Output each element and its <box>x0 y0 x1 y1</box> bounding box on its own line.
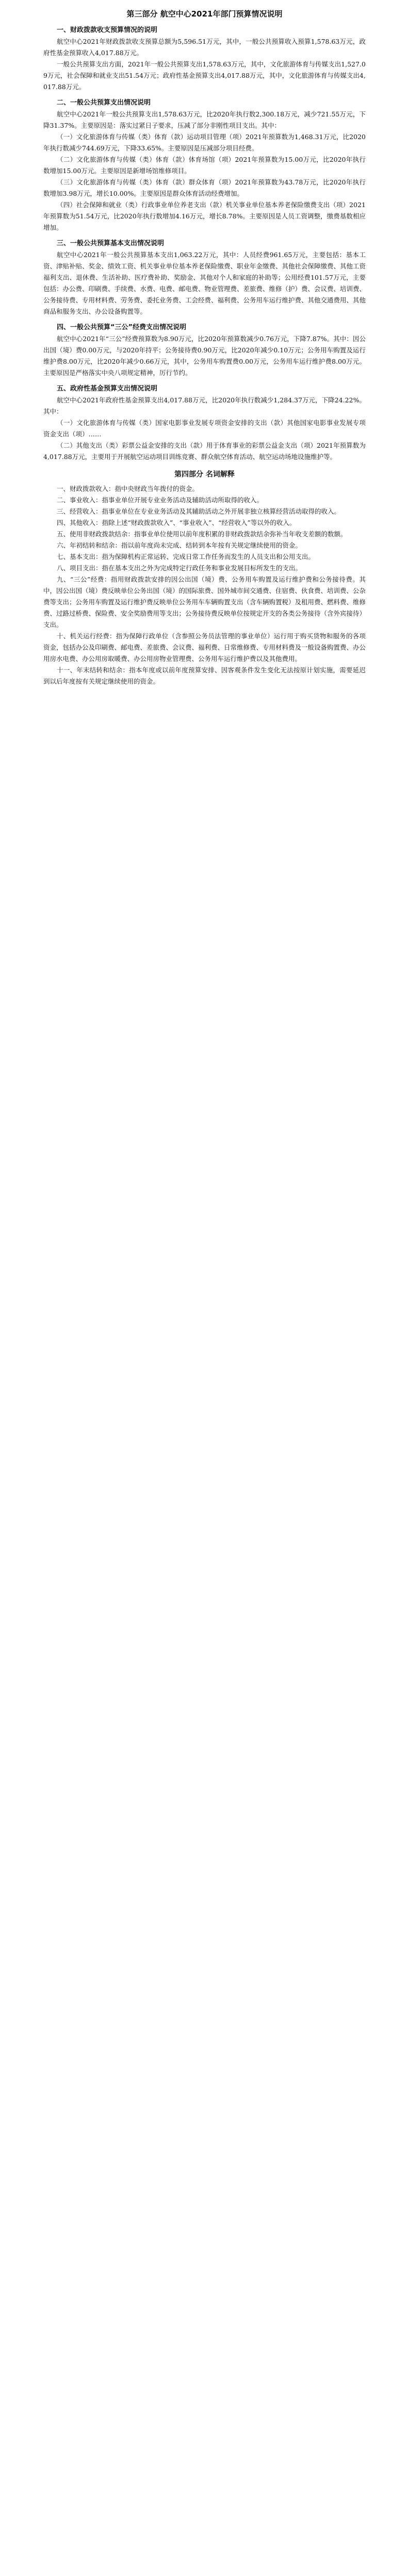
paragraph: 十一、年末结转和结余：指本年度或以前年度预算安排、因客观条件发生变化无法按原计划实施，需要延迟到以后年度按有关规定继续使用的资金。 <box>43 666 366 685</box>
paragraph: （三）文化旅游体育与传媒（类）体育（款）群众体育（项）2021年预算数为43.78万元，比2020年执行数增加3.98万元，增长10.00%。主要原因是群众体育活动经费增加。 <box>43 178 366 197</box>
paragraph: （二）其他支出（类）彩票公益金安排的支出（款）用于体育事业的彩票公益金支出（项）2021年预算数为4,017.88万元，主要用于开展航空运动项目训练竞赛、群众航空体育活动、航空运动场地设施维护等。 <box>43 442 366 461</box>
paragraph: 航空中心2021年一般公共预算基本支出1,063.22万元，其中：人员经费961.65万元，主要包括：基本工资、津贴补贴、奖金、绩效工资、机关事业单位基本养老保险缴费、职业年金缴费、其他社会保障缴费、其他工资福利支出、退休费、生活补助、医疗费补助、奖励金、其他对个人和家庭的补助等；公用经费101.57万元，主要包括：办公费、印刷费、手续费、水费、电费、邮电费、物业管理费、差旅费、维修（护）费、会议费、培训费、公务接待费、专用材料费、劳务费、委托业务费、工会经费、福利费、公务用车运行维护费、其他交通费用、其他商品和服务支出、办公设备购置等。 <box>43 251 366 315</box>
section <box>43 238 366 317</box>
section-heading: 三、一般公共预算基本支出情况说明 <box>57 240 165 247</box>
section-heading: 五、政府性基金预算支出情况说明 <box>57 385 158 393</box>
paragraph: 航空中心2021年一般公共预算支出1,578.63万元，比2020年执行数2,300.18万元，减少721.55万元，下降31.37%。主要原因是：落实过紧日子要求，压减了部分非刚性项目支出。其中： <box>43 110 366 129</box>
section-heading: 一、财政拨款收支预算情况的说明 <box>57 26 158 34</box>
section-heading: 二、一般公共预算支出情况说明 <box>57 99 151 107</box>
paragraph: （一）文化旅游体育与传媒（类）体育（款）运动项目管理（项）2021年预算数为1,468.31万元，比2020年执行数减少744.69万元，下降33.65%。主要原因是压减部分项目经费。 <box>43 133 366 152</box>
section-heading: 四、一般公共预算“三公”经费支出情况说明 <box>57 324 187 331</box>
paragraph: 航空中心2021年财政拨款收支预算总额为5,596.51万元，其中，一般公共预算收入预算1,578.63万元，政府性基金预算收入4,017.88万元。 <box>43 38 366 57</box>
section <box>43 383 366 463</box>
document-title: 第三部分 航空中心2021年部门预算情况说明 <box>126 9 283 19</box>
section <box>43 469 366 687</box>
paragraph: 航空中心2021年政府性基金预算支出4,017.88万元，比2020年执行数减少1,284.37万元，下降24.22%。其中： <box>43 396 366 415</box>
paragraph: 七、基本支出：指为保障机构正常运转、完成日常工作任务而发生的人员支出和公用支出。 <box>57 553 315 561</box>
paragraph: （四）社会保障和就业（类）行政事业单位养老支出（款）机关事业单位基本养老保险缴费支出（项）2021年预算数为51.54万元，比2020年执行数增加4.16万元，增长8.78%。主要原因是人员工资调整，缴费基数相应增加。 <box>43 201 366 231</box>
paragraph: 八、项目支出：指在基本支出之外为完成特定行政任务和事业发展目标所发生的支出。 <box>57 564 302 572</box>
paragraph: 三、经营收入：指事业单位在专业业务活动及其辅助活动之外开展非独立核算经营活动取得的收入。 <box>57 507 341 515</box>
section-heading: 第四部分 名词解释 <box>174 470 235 479</box>
paragraph: 九、“三公”经费：指用财政拨款安排的因公出国（境）费、公务用车购置及运行维护费和公务接待费。其中，因公出国（境）费反映单位公务出国（境）的国际旅费、国外城市间交通费、住宿费、伙食费、培训费、公杂费等支出；公务用车购置及运行维护费反映单位公务用车车辆购置支出（含车辆购置税）及租用费、燃料费、维修费、过路过桥费、保险费、安全奖励费用等支出；公务接待费反映单位按规定开支的各类公务接待（含外宾接待）支出。 <box>43 575 366 629</box>
paragraph: （一）文化旅游体育与传媒（类）国家电影事业发展专项资金安排的支出（款）其他国家电影事业发展专项资金支出（项）…… <box>43 419 366 438</box>
paragraph: 四、其他收入：指除上述“财政拨款收入”、“事业收入”、“经营收入”等以外的收入。 <box>57 519 296 527</box>
section <box>43 321 366 379</box>
paragraph: 二、事业收入：指事业单位开展专业业务活动及辅助活动所取得的收入。 <box>57 496 264 504</box>
paragraph: 一、财政拨款收入：指中央财政当年拨付的资金。 <box>57 485 199 493</box>
paragraph: 六、年初结转和结余：指以前年度尚未完成、结转到本年按有关规定继续使用的资金。 <box>57 541 302 549</box>
paragraph: 五、使用非财政拨款结余：指事业单位使用以前年度积累的非财政拨款结余弥补当年收支差额的数额。 <box>57 530 347 538</box>
document-page <box>0 0 409 708</box>
section <box>43 24 366 93</box>
document-body <box>43 24 366 687</box>
paragraph: （二）文化旅游体育与传媒（类）体育（款）体育场馆（项）2021年预算数为15.00万元，比2020年执行数增加15.00万元。主要原因是新增场馆维修项目。 <box>43 156 366 175</box>
paragraph: 一般公共预算支出方面，2021年一般公共预算支出1,578.63万元，其中，文化旅游体育与传媒支出1,527.09万元，社会保障和就业支出51.54万元；政府性基金预算支出4,017.88万元，其中，文化旅游体育与传媒支出4,017.88万元。 <box>43 60 366 91</box>
paragraph: 十、机关运行经费：指为保障行政单位（含参照公务员法管理的事业单位）运行用于购买货物和服务的各项资金，包括办公及印刷费、邮电费、差旅费、会议费、福利费、日常维修费、专用材料费及一般设备购置费、办公用房水电费、办公用房取暖费、办公用房物业管理费、公务用车运行维护费以及其他费用。 <box>43 632 366 663</box>
paragraph: 航空中心2021年“三公”经费预算数为8.90万元，比2020年预算数减少0.76万元，下降7.87%。其中：因公出国（境）费0.00万元，与2020年持平；公务接待费0.90万元，比2020年减少0.10万元；公务用车购置及运行维护费8.00万元，比2020年减少0.66万元，其中，公务用车购置费0.00万元，公务用车运行维护费8.00万元。主要原因是严格落实中央八项规定精神，厉行节约。 <box>43 335 366 377</box>
section <box>43 97 366 233</box>
